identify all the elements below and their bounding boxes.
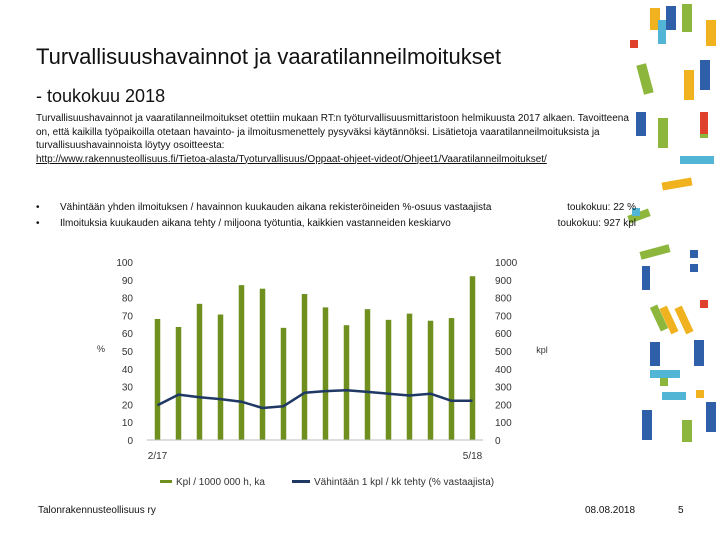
bullet-value: toukokuu: 22 % [567,202,636,213]
x-tick-label: 2/17 [147,451,168,462]
y-right-tick-label: 1000 [495,258,518,269]
bullet-icon: • [36,218,40,229]
y-left-tick-label: 10 [121,418,133,430]
chart-bar [281,328,287,440]
y-left-tick-label: 0 [127,436,133,447]
y-left-tick-label: 60 [121,329,133,341]
chart-bar [218,315,224,440]
bullet-text: Vähintään yhden ilmoituksen / havainnon kuukauden aikana rekisteröineiden %-osuus vastaajista [60,202,492,213]
bullet-text: Ilmoituksia kuukauden aikana tehty / miljoona työtuntia, kaikkien vastanneiden keskiarvo [60,218,451,229]
footer-date: 08.08.2018 [585,505,636,516]
y-right-tick-label: 600 [495,329,512,341]
chart-bar [239,285,245,440]
y-left-tick-label: 70 [121,311,133,323]
chart-bar [155,319,161,440]
chart-bar [407,314,413,440]
legend-bar-swatch [160,480,172,483]
chart-bar [428,321,434,440]
y-right-tick-label: 700 [495,311,512,323]
y-right-tick-label: 800 [495,293,512,305]
chart-bar [386,320,392,440]
y-left-tick-label: 40 [121,364,133,376]
y-left-tick-label: 90 [121,275,133,287]
page-subtitle: - toukokuu 2018 [36,86,166,106]
y-right-axis-title: kpl [536,345,548,355]
legend-bar-label: Kpl / 1000 000 h, ka [176,477,265,488]
bullet-icon: • [36,202,40,213]
y-left-tick-label: 20 [121,400,133,412]
y-right-tick-label: 300 [495,382,512,394]
y-right-tick-label: 100 [495,418,512,430]
chart-bar [470,276,476,440]
y-left-axis-title: % [96,344,106,354]
info-link[interactable]: http://www.rakennusteollisuus.fi/Tietoa-alasta/Tyoturvallisuus/Oppaat-ohjeet-videot/Ohjeet1/Vaaratilanneilmoitukset/ [36,153,547,165]
chart-bar [302,294,308,440]
intro-text: Turvallisuushavainnot ja vaaratilanneilmoitukset otettiin mukaan RT:n työturvallisuusmittaristoon helmikuusta 2017 alkaen. Tavoitteena on, että kaikilla työpaikoilla otetaan havainto- ja ilmoitusmenettely pysyväksi käytännöksi. Lisätietoja vaaratilanneilmoituksista ja turvallisuushavainnoista löytyy osoitteesta: [36,113,629,151]
chart-bar [176,327,182,440]
y-left-tick-label: 80 [121,293,133,305]
y-right-tick-label: 500 [495,347,512,358]
chart-bar [323,307,329,440]
legend-line-swatch [292,480,310,483]
page-title: Turvallisuushavainnot ja vaaratilanneilmoitukset [36,44,502,69]
chart-bar [260,289,266,440]
y-left-tick-label: 50 [121,347,133,358]
footer-organization: Talonrakennusteollisuus ry [38,505,156,516]
chart-bar [344,325,350,440]
chart-bar [197,304,203,440]
y-right-tick-label: 0 [495,436,501,447]
chart-bar [449,318,455,440]
x-tick-label: 5/18 [462,451,483,462]
y-right-tick-label: 400 [495,364,512,376]
y-left-tick-label: 30 [121,382,133,394]
bullet-value: toukokuu: 927 kpl [557,218,636,229]
chart-line-series [158,390,473,408]
legend-line-label: Vähintään 1 kpl / kk tehty (% vastaajista) [314,477,495,488]
y-right-tick-label: 900 [495,275,512,287]
page-number: 5 [678,505,684,516]
y-left-tick-label: 100 [116,258,133,269]
y-right-tick-label: 200 [495,400,512,412]
chart-bar [365,309,371,440]
